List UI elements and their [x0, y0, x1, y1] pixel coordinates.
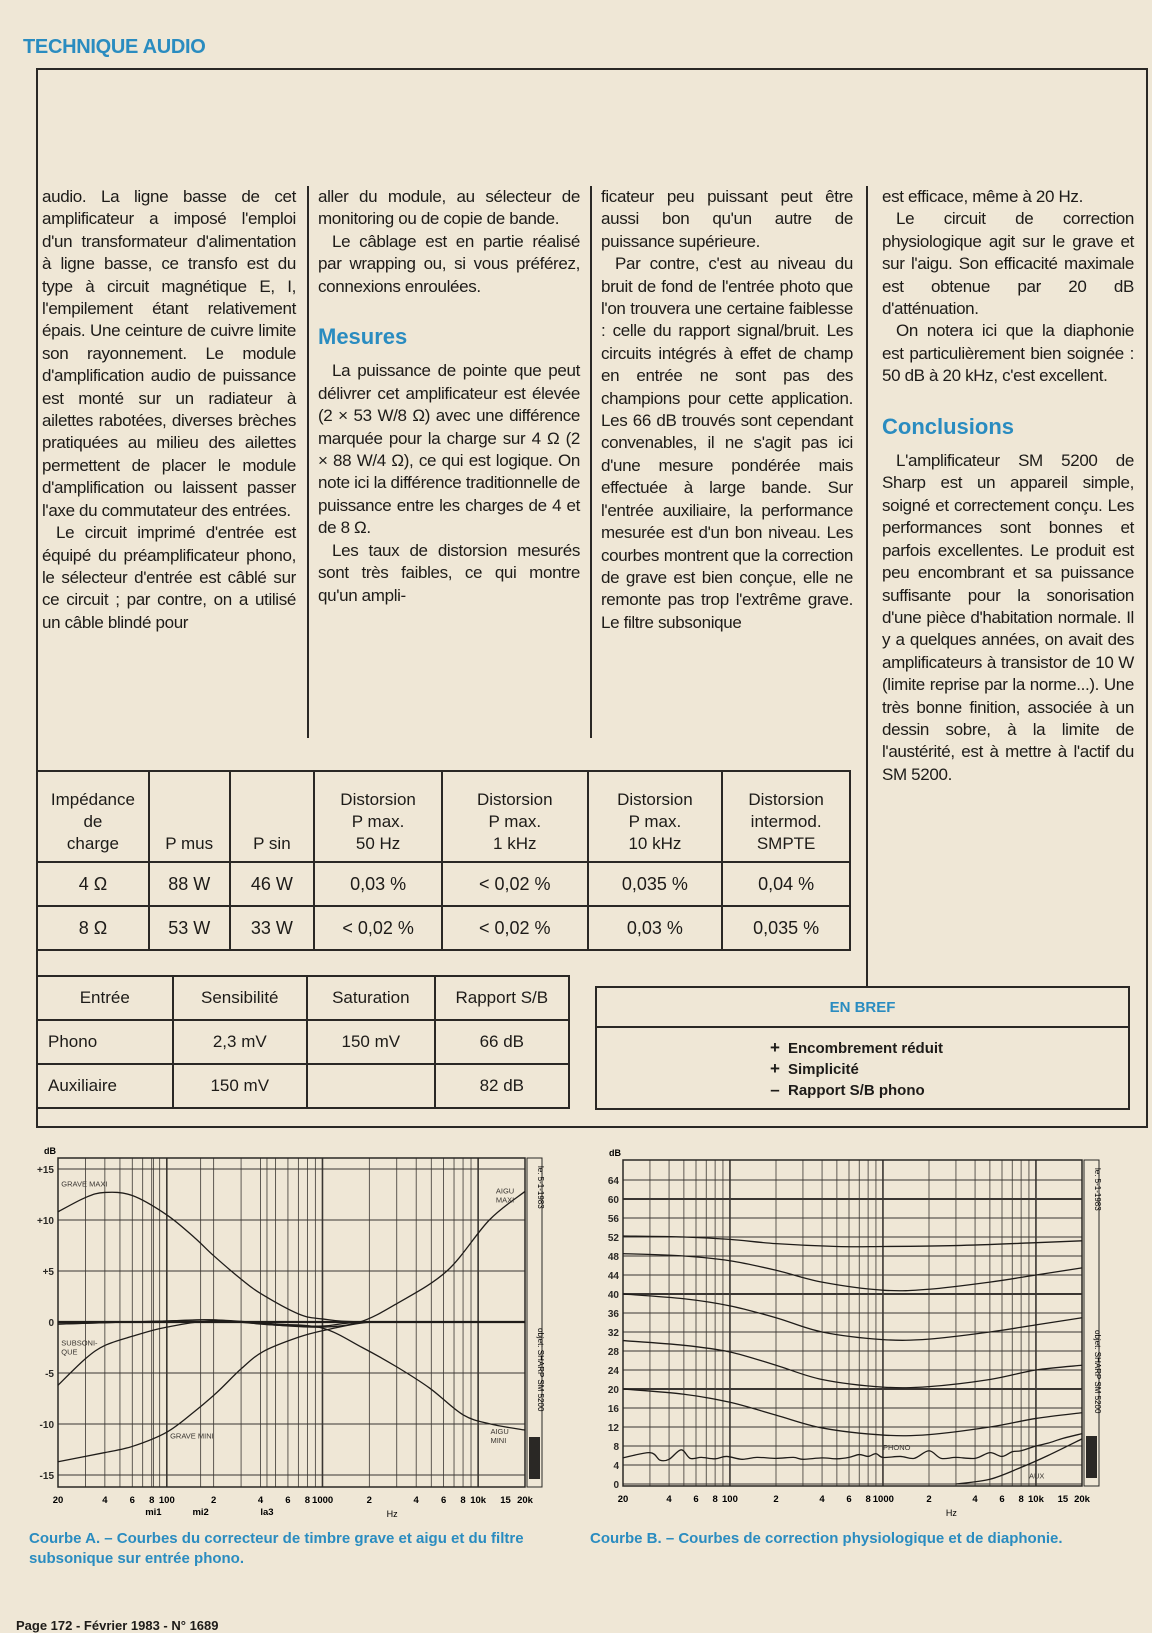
- table-cell: 33 W: [230, 906, 315, 950]
- y-tick-label: 0: [48, 1318, 54, 1329]
- text-column-1: [42, 186, 296, 634]
- y-tick-label: 36: [607, 1309, 619, 1320]
- table-cell: 46 W: [230, 862, 315, 906]
- x-tick-label: 10k: [470, 1495, 487, 1506]
- x-tick-label: 6: [285, 1495, 291, 1506]
- text-column-4: [882, 186, 1134, 786]
- x-tick-label: 4: [102, 1495, 108, 1506]
- table-cell: Auxiliaire: [37, 1064, 173, 1108]
- side-strip-date: le: 5-1-1983: [1093, 1168, 1102, 1211]
- y-tick-label: -5: [45, 1369, 54, 1380]
- y-axis-unit: dB: [44, 1146, 56, 1156]
- paragraph: La puissance de pointe que peut délivrer cet amplificateur est élevée (2 × 53 W/8 Ω) avec une différence marquée pour la charge sur 4 Ω (2 × 88 W/4 Ω), ce qui est logique. On note ici la différence traditionnelle de puissance entre les charges de 4 et de 8 Ω.: [318, 361, 580, 538]
- x-tick-label: 6: [846, 1494, 852, 1505]
- chart-courbe-b: [575, 1138, 1100, 1528]
- paragraph: On notera ici que la diaphonie est particulièrement bien soignée : 50 dB à 20 kHz, c'est excellent.: [882, 321, 1134, 386]
- header-cell: Sensibilité: [173, 976, 308, 1020]
- table-cell: 0,035 %: [588, 862, 723, 906]
- series-label: GRAVE MAXI: [61, 1179, 108, 1189]
- table-row: [37, 1020, 569, 1064]
- text-column-3: [601, 186, 853, 634]
- y-tick-label: 20: [607, 1385, 619, 1396]
- column-divider: [866, 186, 868, 986]
- en-bref-text: Rapport S/B phono: [788, 1082, 925, 1099]
- table-cell: 8 Ω: [37, 906, 149, 950]
- y-tick-label: 60: [607, 1195, 619, 1206]
- x-tick-label: 8: [1018, 1494, 1024, 1505]
- y-tick-label: 0: [613, 1480, 619, 1491]
- table-cell: 82 dB: [435, 1064, 569, 1108]
- series-line: [623, 1341, 1082, 1388]
- table-cell: < 0,02 %: [442, 862, 588, 906]
- en-bref-box: [595, 986, 1130, 1110]
- series-label: GRAVE MINI: [170, 1431, 214, 1441]
- x-tick-label: 2: [926, 1494, 932, 1505]
- table-row: [37, 906, 850, 950]
- en-bref-text: Simplicité: [788, 1061, 859, 1078]
- input-sensitivity-table: [36, 975, 570, 1109]
- paragraph: Le circuit imprimé d'entrée est équipé du préamplificateur phono, le sélecteur d'entrée est câblé sur ce circuit ; par contre, on a utilisé un câble blindé pour: [42, 523, 296, 632]
- series-line: [623, 1389, 1082, 1436]
- power-distortion-table: [36, 770, 851, 951]
- caption-courbe-b: Courbe B. – Courbes de correction physiologique et de diaphonie.: [590, 1530, 1063, 1547]
- y-tick-label: 64: [607, 1176, 619, 1187]
- plus-sign: +: [770, 1059, 780, 1078]
- en-bref-text: Encombrement réduit: [788, 1040, 944, 1057]
- header-cell: Distorsion P max. 50 Hz: [314, 771, 442, 862]
- paragraph: Le câblage est en partie réalisé par wrapping ou, si vous préférez, connexions enroulées.: [318, 231, 580, 296]
- x-tick-label: 8: [865, 1494, 871, 1505]
- table-cell: 53 W: [149, 906, 230, 950]
- x-tick-label: 10k: [1028, 1494, 1044, 1505]
- series-label: QUE: [61, 1347, 78, 1357]
- series-line: [58, 1191, 525, 1327]
- x-tick-label: 8: [712, 1494, 718, 1505]
- table-cell: 0,035 %: [722, 906, 850, 950]
- paragraph: L'amplificateur SM 5200 de Sharp est un appareil simple, soigné et correctement conçu. Les performances sont bonnes et parfois excellentes. Le produit est peu encombrant et sa puissance suffisante pour la sonorisation d'une pièce d'habitation normale. Il y a quelques années, on avait des amplificateurs à transistor de 10 W (limite reprise par la norme...). Une très bonne finition, associée à un dessin sobre, à la limite de l'austérité, est à mettre à l'actif du SM 5200.: [882, 451, 1134, 784]
- table-cell: [307, 1064, 435, 1108]
- heading-conclusions: Conclusions: [882, 413, 1015, 439]
- en-bref-item: [762, 1080, 1128, 1101]
- header-cell: Saturation: [307, 976, 435, 1020]
- header-cell: Distorsion intermod. SMPTE: [722, 771, 850, 862]
- y-tick-label: 12: [607, 1423, 619, 1434]
- x-tick-label: 8: [460, 1495, 466, 1506]
- table-row: [37, 1064, 569, 1108]
- table-cell: 66 dB: [435, 1020, 569, 1064]
- series-line: [58, 1321, 525, 1385]
- header-cell: Distorsion P max. 10 kHz: [588, 771, 723, 862]
- caption-courbe-a: Courbe A. – Courbes du correcteur de timbre grave et aigu et du filtre subsonique sur entrée phono.: [29, 1530, 524, 1567]
- y-tick-label: +10: [37, 1216, 54, 1227]
- x-tick-label: 6: [129, 1495, 135, 1506]
- series-line: [58, 1320, 525, 1430]
- x-tick-label: 100: [722, 1494, 738, 1505]
- y-tick-label: 56: [607, 1214, 619, 1225]
- y-tick-label: +15: [37, 1165, 54, 1176]
- side-strip-object: objet: SHARP SM 5200: [1093, 1330, 1102, 1414]
- table-header-row: [37, 771, 850, 862]
- plus-sign: +: [770, 1038, 780, 1057]
- series-line: [623, 1254, 1082, 1291]
- header-cell: Distorsion P max. 1 kHz: [442, 771, 588, 862]
- x-tick-label: 4: [972, 1494, 978, 1505]
- paragraph: ficateur peu puissant peut être aussi bon qu'un autre de puissance supérieure.: [601, 187, 853, 251]
- x-tick-label: 2: [366, 1495, 372, 1506]
- plot-frame: [623, 1160, 1082, 1486]
- series-label: AIGU: [490, 1427, 509, 1437]
- x-tick-label: 20: [52, 1495, 64, 1506]
- y-tick-label: 44: [607, 1271, 619, 1282]
- x-tick-label: mi2: [192, 1507, 209, 1518]
- x-tick-label: 2: [773, 1494, 779, 1505]
- text-column-2: [318, 186, 580, 607]
- series-label: AUX: [1028, 1471, 1045, 1481]
- x-tick-label: 100: [158, 1495, 175, 1506]
- series-line: [623, 1294, 1082, 1340]
- table-cell: 0,04 %: [722, 862, 850, 906]
- x-tick-label: 1000: [312, 1495, 334, 1506]
- manufacturer-logo: [529, 1437, 540, 1479]
- y-tick-label: 16: [607, 1404, 619, 1415]
- x-axis-unit: Hz: [386, 1509, 398, 1519]
- y-tick-label: 32: [607, 1328, 619, 1339]
- header-cell: Impédance de charge: [37, 771, 149, 862]
- table-cell: 4 Ω: [37, 862, 149, 906]
- table-cell: < 0,02 %: [442, 906, 588, 950]
- x-tick-label: 6: [999, 1494, 1005, 1505]
- minus-sign: –: [770, 1080, 780, 1099]
- series-label: PHONO: [882, 1442, 911, 1452]
- table-cell: 150 mV: [173, 1064, 308, 1108]
- table-cell: 0,03 %: [588, 906, 723, 950]
- x-tick-label: 6: [693, 1494, 699, 1505]
- series-line: [623, 1236, 1082, 1247]
- table-row: [37, 862, 850, 906]
- series-label: MAXI: [495, 1195, 515, 1205]
- x-tick-label: 1000: [872, 1494, 894, 1505]
- y-tick-label: 24: [607, 1366, 619, 1377]
- en-bref-item: [762, 1038, 1128, 1059]
- y-tick-label: 48: [607, 1252, 619, 1263]
- x-tick-label: 20: [617, 1494, 629, 1505]
- x-tick-label: 8: [149, 1495, 155, 1506]
- y-tick-label: 8: [613, 1442, 619, 1453]
- paragraph: est efficace, même à 20 Hz.: [882, 187, 1083, 206]
- x-tick-label: 4: [257, 1495, 264, 1506]
- paragraph: Par contre, c'est au niveau du bruit de fond de l'entrée photo que l'on trouvera une certaine faiblesse : celle du rapport signal/bruit. Les circuits intégrés à effet de champ en entrée ne sont pas des champions pour cette application. Les 66 dB trouvés sont cependant convenables, il ne s'agit pas ici d'une mesure pondérée mais effectuée à large bande. Sur l'entrée auxiliaire, la performance mesurée est d'un bon niveau. Les courbes montrent que la correction de grave est bien conçue, elle ne remonte pas trop l'extrême grave. Le filtre subsonique: [601, 254, 853, 632]
- y-tick-label: 52: [607, 1233, 619, 1244]
- column-divider: [590, 186, 592, 738]
- y-tick-label: -10: [39, 1420, 54, 1431]
- series-label: SUBSONI-: [61, 1338, 98, 1348]
- table-cell: < 0,02 %: [314, 906, 442, 950]
- x-tick-label: 15: [1057, 1494, 1069, 1505]
- en-bref-item: [762, 1059, 1128, 1080]
- y-tick-label: 4: [613, 1461, 619, 1472]
- en-bref-title: EN BREF: [597, 988, 1128, 1028]
- page-footer: Page 172 - Février 1983 - N° 1689: [16, 1618, 219, 1633]
- series-line: [58, 1192, 525, 1322]
- x-tick-label: 4: [666, 1494, 672, 1505]
- paragraph: Les taux de distorsion mesurés sont très faibles, ce qui montre qu'un ampli-: [318, 540, 580, 605]
- chart-courbe-a: [20, 1138, 545, 1528]
- x-axis-unit: Hz: [945, 1508, 957, 1518]
- x-tick-label: 4: [819, 1494, 825, 1505]
- series-line: [623, 1434, 1082, 1461]
- side-strip-date: le: 5-1-1983: [536, 1166, 545, 1209]
- x-tick-label: 2: [211, 1495, 217, 1506]
- header-cell: P sin: [230, 771, 315, 862]
- section-header: TECHNIQUE AUDIO: [23, 36, 206, 58]
- series-label: AIGU: [495, 1186, 515, 1196]
- header-cell: P mus: [149, 771, 230, 862]
- paragraph: audio. La ligne basse de cet amplificateur a imposé l'emploi d'un transformateur d'alimentation à ligne basse, ce transfo est du type à circuit magnétique E, I, l'empilement étant relativement épais. Une ceinture de cuivre limite son rayonnement. Le module d'amplification audio de puissance est monté sur un radiateur à ailettes rabotées, diverses brèches pratiquées au milieu des ailettes permettent de placer le module d'amplification ou laissent passer l'axe du commutateur des entrées.: [42, 187, 296, 520]
- header-cell: Entrée: [37, 976, 173, 1020]
- x-tick-label: la3: [260, 1507, 274, 1518]
- y-tick-label: 40: [607, 1290, 619, 1301]
- heading-mesures: Mesures: [318, 324, 408, 350]
- x-tick-label: 20k: [1074, 1494, 1090, 1505]
- manufacturer-logo: [1086, 1436, 1097, 1478]
- table-cell: 0,03 %: [314, 862, 442, 906]
- table-cell: Phono: [37, 1020, 173, 1064]
- y-axis-unit: dB: [609, 1148, 621, 1158]
- x-tick-label: 6: [440, 1495, 447, 1506]
- series-label: MINI: [490, 1436, 507, 1446]
- table-cell: 2,3 mV: [173, 1020, 308, 1064]
- table-cell: 150 mV: [307, 1020, 435, 1064]
- x-tick-label: 8: [304, 1495, 311, 1506]
- table-cell: 88 W: [149, 862, 230, 906]
- x-tick-label: mi1: [145, 1507, 162, 1518]
- table-header-row: [37, 976, 569, 1020]
- y-tick-label: 28: [607, 1347, 619, 1358]
- paragraph: Le circuit de correction physiologique agit sur le grave et sur l'aigu. Son efficacité maximale est obtenue par 20 dB d'atténuation.: [882, 209, 1134, 319]
- side-strip-object: objet: SHARP SM 5200: [536, 1328, 545, 1412]
- y-tick-label: +5: [42, 1267, 54, 1278]
- x-tick-label: 20k: [517, 1495, 533, 1506]
- header-cell: Rapport S/B: [435, 976, 569, 1020]
- x-tick-label: 15: [500, 1495, 511, 1506]
- x-tick-label: 4: [413, 1495, 419, 1506]
- y-tick-label: -15: [39, 1471, 54, 1482]
- series-line: [58, 1322, 525, 1462]
- column-divider: [307, 186, 309, 738]
- paragraph: aller du module, au sélecteur de monitoring ou de copie de bande.: [318, 187, 580, 229]
